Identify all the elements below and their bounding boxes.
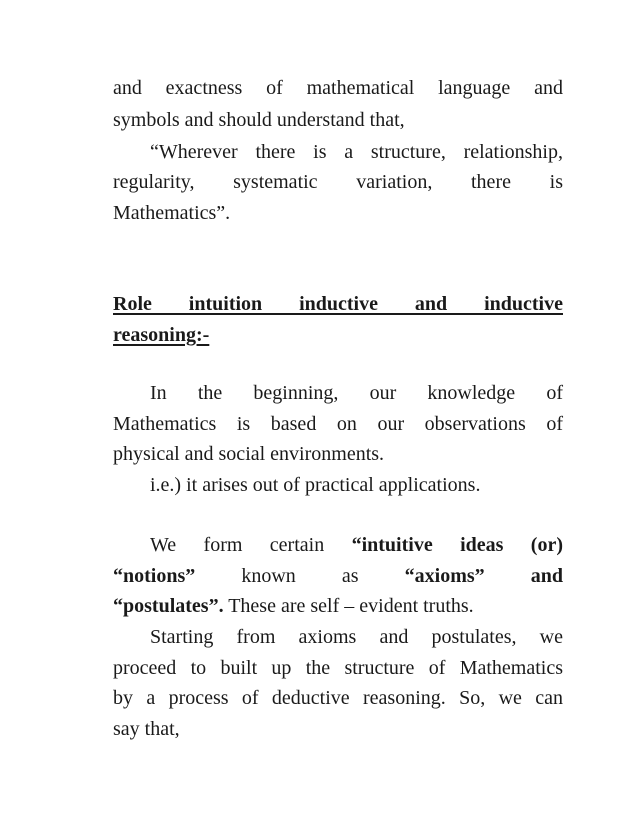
text-line: and exactness of mathematical language and: [113, 77, 563, 99]
text-line: by a process of deductive reasoning. So, we can: [113, 687, 563, 709]
bold-term: “notions”: [113, 565, 196, 587]
text-line: proceed to built up the structure of Mathematics: [113, 657, 563, 679]
quote-line: “Wherever there is a structure, relationship,: [150, 141, 563, 163]
text-line: symbols and should understand that,: [113, 109, 405, 131]
bold-term: and: [530, 565, 564, 587]
text-span: We form certain: [150, 534, 352, 556]
quote-line: Mathematics”.: [113, 202, 231, 224]
text-line: physical and social environments.: [113, 443, 385, 465]
text-line: i.e.) it arises out of practical applications.: [150, 474, 481, 496]
quote-line: regularity, systematic variation, there is: [113, 171, 563, 193]
text-line: say that,: [113, 718, 180, 740]
text-line: [113, 596, 563, 616]
text-span: These are self – evident truths.: [223, 595, 474, 617]
text-line: Starting from axioms and postulates, we: [150, 626, 563, 648]
text-line: [150, 535, 563, 555]
bold-term: “intuitive ideas (or): [351, 534, 563, 556]
bold-term: “axioms”: [404, 565, 485, 587]
section-heading: reasoning:-: [113, 324, 210, 346]
text-line: [113, 566, 563, 586]
section-heading: Role intuition inductive and inductive: [113, 293, 563, 315]
text-line: Mathematics is based on our observations of: [113, 413, 563, 435]
text-line: In the beginning, our knowledge of: [150, 382, 563, 404]
bold-term: “postulates”.: [113, 595, 224, 617]
text-span: known as: [241, 565, 359, 587]
